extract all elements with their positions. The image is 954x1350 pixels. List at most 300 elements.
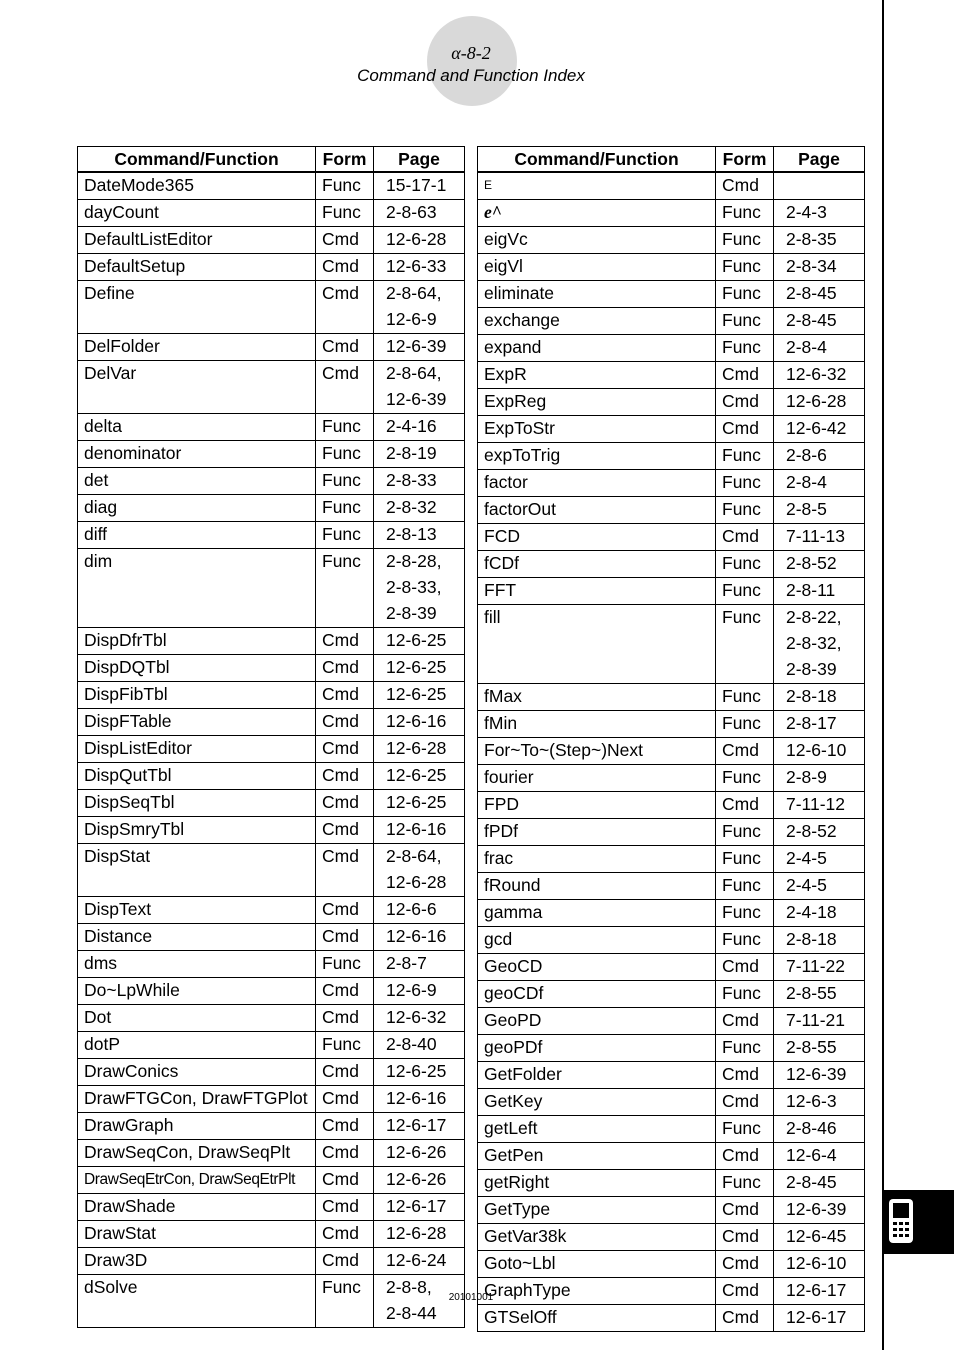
- page-ref: 2-8-9: [786, 767, 827, 787]
- page-ref: 12-6-32: [386, 1007, 447, 1027]
- entry-form: Cmd: [716, 1008, 774, 1035]
- entry-form: Cmd: [716, 1251, 774, 1278]
- table-row: [478, 362, 865, 389]
- page-ref: 2-4-5: [786, 875, 827, 895]
- entry-name: FPD: [478, 792, 716, 819]
- entry-form: Func: [716, 497, 774, 524]
- entry-pages: [774, 281, 865, 308]
- entry-form: Cmd: [716, 172, 774, 200]
- page-ref: 2-8-33,: [386, 577, 442, 597]
- table-row: [478, 200, 865, 227]
- entry-pages: [774, 362, 865, 389]
- page-ref: 12-6-42: [786, 418, 847, 438]
- entry-form: Cmd: [316, 736, 374, 763]
- entry-pages: [774, 308, 865, 335]
- table-row: [478, 227, 865, 254]
- entry-name: eliminate: [478, 281, 716, 308]
- entry-pages: [774, 470, 865, 497]
- table-row: [78, 655, 465, 682]
- entry-name: factorOut: [478, 497, 716, 524]
- table-row: [78, 361, 465, 414]
- page-ref: 2-8-64,: [386, 846, 442, 866]
- table-row: [78, 549, 465, 628]
- entry-name: fMin: [478, 711, 716, 738]
- table-row: [478, 1116, 865, 1143]
- page-ref: 2-8-28,: [386, 551, 442, 571]
- entry-form: Func: [716, 927, 774, 954]
- entry-name: fCDf: [478, 551, 716, 578]
- entry-pages: [374, 200, 465, 227]
- page-ref: 12-6-39: [386, 336, 447, 356]
- page-ref: 12-6-32: [786, 364, 847, 384]
- page-ref: 2-8-4: [786, 337, 827, 357]
- page-ref: 2-4-3: [786, 202, 827, 222]
- header-row: [478, 147, 865, 173]
- entry-form: Cmd: [316, 1221, 374, 1248]
- entry-form: Func: [316, 172, 374, 200]
- table-row: [478, 1224, 865, 1251]
- page-ref: 2-4-16: [386, 416, 437, 436]
- page-ref: 2-8-6: [786, 445, 827, 465]
- entry-name: GetType: [478, 1197, 716, 1224]
- entry-pages: [774, 497, 865, 524]
- table-row: [78, 951, 465, 978]
- page-ref: 12-6-28: [386, 872, 447, 892]
- right-table-body: [478, 172, 865, 1332]
- table-row: [478, 1035, 865, 1062]
- entry-form: Func: [716, 335, 774, 362]
- entry-form: Func: [716, 308, 774, 335]
- page-ref: 2-8-34: [786, 256, 837, 276]
- entry-pages: [374, 172, 465, 200]
- page-id: α-8-2: [451, 43, 491, 63]
- entry-form: Func: [316, 522, 374, 549]
- entry-pages: [774, 1089, 865, 1116]
- entry-name: DrawStat: [78, 1221, 316, 1248]
- entry-name: DispDQTbl: [78, 655, 316, 682]
- table-row: [478, 389, 865, 416]
- table-row: [78, 495, 465, 522]
- entry-form: Func: [316, 441, 374, 468]
- table-row: [78, 1086, 465, 1113]
- entry-pages: [374, 549, 465, 628]
- page-ref: 2-8-52: [786, 821, 837, 841]
- entry-form: Cmd: [316, 790, 374, 817]
- entry-name: DispFTable: [78, 709, 316, 736]
- table-row: [478, 551, 865, 578]
- entry-pages: [774, 524, 865, 551]
- entry-pages: [774, 792, 865, 819]
- table-row: [478, 416, 865, 443]
- entry-pages: [374, 361, 465, 414]
- entry-form: Cmd: [316, 628, 374, 655]
- entry-pages: [374, 1221, 465, 1248]
- entry-name: DispFibTbl: [78, 682, 316, 709]
- entry-name: DefaultSetup: [78, 254, 316, 281]
- page-ref: 2-8-32,: [786, 633, 842, 653]
- page-ref: 2-8-11: [786, 580, 836, 600]
- entry-form: Cmd: [316, 682, 374, 709]
- entry-form: Func: [716, 254, 774, 281]
- table-row: [78, 522, 465, 549]
- table-row: [78, 1059, 465, 1086]
- entry-form: Func: [316, 414, 374, 441]
- table-row: [478, 684, 865, 711]
- entry-pages: [774, 819, 865, 846]
- entry-pages: [774, 578, 865, 605]
- page-ref: 12-6-25: [386, 792, 447, 812]
- table-row: [478, 605, 865, 684]
- page-title: Command and Function Index: [357, 66, 585, 85]
- table-row: [78, 682, 465, 709]
- entry-pages: [374, 817, 465, 844]
- table-row: [78, 227, 465, 254]
- table-row: [478, 1170, 865, 1197]
- entry-form: Cmd: [716, 1143, 774, 1170]
- table-row: [78, 172, 465, 200]
- entry-name: DrawGraph: [78, 1113, 316, 1140]
- page-ref: 12-6-28: [386, 738, 447, 758]
- entry-form: Cmd: [316, 844, 374, 897]
- entry-name: gcd: [478, 927, 716, 954]
- entry-form: Func: [716, 470, 774, 497]
- table-row: [78, 978, 465, 1005]
- entry-name: eigVl: [478, 254, 716, 281]
- entry-name: DrawConics: [78, 1059, 316, 1086]
- entry-name: Dot: [78, 1005, 316, 1032]
- page-ref: 2-4-18: [786, 902, 837, 922]
- table-row: [478, 900, 865, 927]
- table-row: [78, 1113, 465, 1140]
- page-ref: 2-8-46: [786, 1118, 837, 1138]
- table-row: [478, 308, 865, 335]
- entry-pages: [774, 711, 865, 738]
- entry-pages: [374, 1113, 465, 1140]
- table-row: [478, 981, 865, 1008]
- entry-pages: [774, 1251, 865, 1278]
- table-row: [78, 441, 465, 468]
- entry-form: Cmd: [716, 1062, 774, 1089]
- left-index-table: [77, 146, 465, 1328]
- page-ref: 2-8-18: [786, 686, 837, 706]
- entry-form: Cmd: [316, 978, 374, 1005]
- entry-name: getLeft: [478, 1116, 716, 1143]
- page-ref: 15-17-1: [386, 175, 447, 195]
- entry-name: dayCount: [78, 200, 316, 227]
- entry-name: GraphType: [478, 1278, 716, 1305]
- entry-name: GeoPD: [478, 1008, 716, 1035]
- entry-form: Func: [716, 200, 774, 227]
- table-row: [78, 1167, 465, 1194]
- entry-name: GetFolder: [478, 1062, 716, 1089]
- page-ref: 2-4-5: [786, 848, 827, 868]
- column-header-name: Command/Function: [78, 147, 316, 173]
- page-ref: 12-6-33: [386, 256, 447, 276]
- entry-form: Cmd: [316, 655, 374, 682]
- entry-name: dms: [78, 951, 316, 978]
- entry-name: dSolve: [78, 1275, 316, 1328]
- entry-name: DrawSeqEtrCon, DrawSeqEtrPlt: [78, 1167, 316, 1194]
- entry-pages: [774, 172, 865, 200]
- page-ref: 2-8-52: [786, 553, 837, 573]
- entry-name: det: [78, 468, 316, 495]
- entry-pages: [774, 684, 865, 711]
- entry-pages: [374, 1005, 465, 1032]
- page-ref: 12-6-3: [786, 1091, 837, 1111]
- page-ref: 2-8-39: [786, 659, 837, 679]
- right-index-table: [477, 146, 865, 1332]
- page-ref: 12-6-25: [386, 657, 447, 677]
- entry-pages: [774, 981, 865, 1008]
- entry-name: DispListEditor: [78, 736, 316, 763]
- column-header-name: Command/Function: [478, 147, 716, 173]
- entry-form: Cmd: [316, 1248, 374, 1275]
- entry-pages: [374, 1140, 465, 1167]
- entry-name: DispQutTbl: [78, 763, 316, 790]
- page-ref: 2-8-19: [386, 443, 437, 463]
- entry-pages: [774, 927, 865, 954]
- entry-name: DrawFTGCon, DrawFTGPlot: [78, 1086, 316, 1113]
- entry-form: Cmd: [316, 1167, 374, 1194]
- page-ref: 7-11-21: [786, 1010, 846, 1030]
- table-row: [478, 765, 865, 792]
- entry-form: Func: [316, 495, 374, 522]
- entry-form: Cmd: [716, 416, 774, 443]
- entry-pages: [374, 254, 465, 281]
- left-table-body: [78, 172, 465, 1328]
- table-row: [78, 1221, 465, 1248]
- entry-pages: [374, 334, 465, 361]
- table-row: [78, 1248, 465, 1275]
- entry-pages: [774, 335, 865, 362]
- calculator-icon: [888, 1198, 914, 1244]
- table-row: [478, 738, 865, 765]
- entry-pages: [374, 522, 465, 549]
- table-row: [78, 763, 465, 790]
- entry-name: diff: [78, 522, 316, 549]
- page-ref: 2-8-22,: [786, 607, 842, 627]
- entry-pages: [374, 844, 465, 897]
- entry-pages: [774, 873, 865, 900]
- entry-form: Func: [716, 1035, 774, 1062]
- page-ref: 12-6-17: [386, 1115, 447, 1135]
- entry-name: GeoCD: [478, 954, 716, 981]
- entry-form: Cmd: [316, 227, 374, 254]
- entry-name: GetKey: [478, 1089, 716, 1116]
- entry-form: Func: [716, 873, 774, 900]
- page-ref: 2-8-55: [786, 1037, 837, 1057]
- entry-form: Func: [716, 1116, 774, 1143]
- page-ref: 12-6-28: [386, 1223, 447, 1243]
- table-row: [78, 844, 465, 897]
- entry-name: E: [478, 172, 716, 200]
- entry-form: Cmd: [716, 1305, 774, 1332]
- entry-pages: [774, 1305, 865, 1332]
- table-row: [478, 711, 865, 738]
- table-row: [78, 414, 465, 441]
- entry-name: FFT: [478, 578, 716, 605]
- entry-name: FCD: [478, 524, 716, 551]
- page-ref: 12-6-17: [786, 1280, 847, 1300]
- page-ref: 2-8-45: [786, 310, 837, 330]
- table-row: [78, 254, 465, 281]
- entry-name: diag: [78, 495, 316, 522]
- entry-pages: [774, 1170, 865, 1197]
- entry-name: expand: [478, 335, 716, 362]
- entry-form: Func: [716, 551, 774, 578]
- entry-form: Cmd: [316, 334, 374, 361]
- entry-name: dim: [78, 549, 316, 628]
- entry-name: fill: [478, 605, 716, 684]
- entry-form: Cmd: [316, 897, 374, 924]
- table-row: [478, 1197, 865, 1224]
- page-ref: 12-6-25: [386, 765, 447, 785]
- table-row: [78, 334, 465, 361]
- page-ref: 2-8-18: [786, 929, 837, 949]
- entry-form: Func: [716, 1170, 774, 1197]
- page-ref: 2-8-44: [386, 1303, 437, 1323]
- table-row: [478, 578, 865, 605]
- entry-pages: [774, 389, 865, 416]
- entry-name: exchange: [478, 308, 716, 335]
- page-ref: 12-6-17: [786, 1307, 847, 1327]
- entry-pages: [774, 443, 865, 470]
- table-row: [78, 1140, 465, 1167]
- table-row: [478, 873, 865, 900]
- page-ref: 12-6-16: [386, 819, 447, 839]
- entry-pages: [374, 281, 465, 334]
- entry-pages: [774, 1197, 865, 1224]
- page-ref: 12-6-6: [386, 899, 437, 919]
- entry-form: Cmd: [316, 361, 374, 414]
- entry-pages: [774, 254, 865, 281]
- page-ref: 12-6-16: [386, 711, 447, 731]
- entry-form: Func: [716, 765, 774, 792]
- page-ref: [786, 173, 858, 199]
- table-row: [478, 927, 865, 954]
- entry-pages: [774, 738, 865, 765]
- table-row: [478, 1062, 865, 1089]
- entry-form: Func: [316, 1032, 374, 1059]
- entry-form: Cmd: [316, 1113, 374, 1140]
- entry-form: Cmd: [316, 763, 374, 790]
- entry-pages: [374, 763, 465, 790]
- entry-name: DrawSeqCon, DrawSeqPlt: [78, 1140, 316, 1167]
- entry-form: Func: [716, 443, 774, 470]
- entry-pages: [374, 1086, 465, 1113]
- entry-form: Func: [316, 1275, 374, 1328]
- table-row: [478, 1143, 865, 1170]
- table-row: [78, 736, 465, 763]
- page-ref: 12-6-28: [786, 391, 847, 411]
- page-ref: 2-8-64,: [386, 283, 442, 303]
- entry-pages: [374, 951, 465, 978]
- entry-pages: [374, 790, 465, 817]
- entry-name: Goto~Lbl: [478, 1251, 716, 1278]
- entry-pages: [374, 978, 465, 1005]
- entry-form: Cmd: [716, 1089, 774, 1116]
- page-ref: 12-6-26: [386, 1169, 447, 1189]
- entry-form: Func: [316, 951, 374, 978]
- column-header-page: Page: [774, 147, 865, 173]
- entry-form: Cmd: [316, 817, 374, 844]
- page-ref: 12-6-10: [786, 740, 847, 760]
- entry-pages: [374, 1248, 465, 1275]
- page-ref: 7-11-22: [786, 956, 846, 976]
- entry-pages: [374, 1167, 465, 1194]
- page-ref: 2-8-13: [386, 524, 437, 544]
- page-ref: 7-11-13: [786, 526, 846, 546]
- page-ref: 2-8-55: [786, 983, 837, 1003]
- entry-name: DispDfrTbl: [78, 628, 316, 655]
- entry-pages: [774, 765, 865, 792]
- entry-pages: [374, 709, 465, 736]
- page-ref: 2-8-5: [786, 499, 827, 519]
- entry-name: geoPDf: [478, 1035, 716, 1062]
- table-row: [478, 1089, 865, 1116]
- entry-form: Cmd: [716, 954, 774, 981]
- entry-name: DispSeqTbl: [78, 790, 316, 817]
- entry-form: Cmd: [316, 1194, 374, 1221]
- page-ref: 2-8-45: [786, 1172, 837, 1192]
- entry-name: fPDf: [478, 819, 716, 846]
- entry-form: Func: [716, 578, 774, 605]
- page-ref: 2-8-39: [386, 603, 437, 623]
- entry-name: ExpReg: [478, 389, 716, 416]
- entry-name: eigVc: [478, 227, 716, 254]
- page-ref: 7-11-12: [786, 794, 846, 814]
- page-ref: 12-6-25: [386, 630, 447, 650]
- entry-form: Cmd: [316, 1059, 374, 1086]
- page-ref: 2-8-17: [786, 713, 837, 733]
- entry-pages: [374, 628, 465, 655]
- entry-pages: [374, 1059, 465, 1086]
- table-row: [78, 628, 465, 655]
- entry-pages: [374, 495, 465, 522]
- header-row: [78, 147, 465, 173]
- entry-form: Cmd: [716, 389, 774, 416]
- page-ref: 12-6-4: [786, 1145, 837, 1165]
- table-row: [478, 172, 865, 200]
- entry-name: getRight: [478, 1170, 716, 1197]
- entry-pages: [774, 200, 865, 227]
- entry-form: Cmd: [316, 924, 374, 951]
- entry-name: geoCDf: [478, 981, 716, 1008]
- page-ref: 12-6-16: [386, 1088, 447, 1108]
- entry-name: DispText: [78, 897, 316, 924]
- entry-pages: [774, 1008, 865, 1035]
- entry-form: Func: [716, 281, 774, 308]
- page-ref: 2-8-32: [386, 497, 437, 517]
- entry-pages: [774, 900, 865, 927]
- entry-pages: [374, 468, 465, 495]
- entry-name: frac: [478, 846, 716, 873]
- entry-pages: [774, 416, 865, 443]
- entry-name: GetPen: [478, 1143, 716, 1170]
- entry-pages: [374, 897, 465, 924]
- entry-pages: [774, 1224, 865, 1251]
- entry-pages: [774, 605, 865, 684]
- table-row: [78, 200, 465, 227]
- table-row: [78, 924, 465, 951]
- table-row: [78, 790, 465, 817]
- entry-form: Func: [716, 846, 774, 873]
- entry-form: Cmd: [716, 524, 774, 551]
- table-row: [478, 1008, 865, 1035]
- entry-name: ExpToStr: [478, 416, 716, 443]
- table-row: [478, 1251, 865, 1278]
- table-row: [78, 1005, 465, 1032]
